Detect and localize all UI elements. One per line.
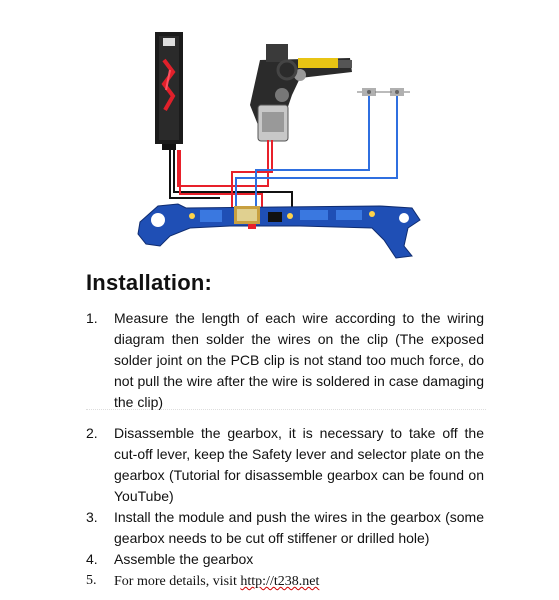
step-item (86, 570, 484, 592)
step-text: Install the module and push the wires in the gearbox (some gearbox needs to be cut off stiffener or drilled hole) (114, 509, 484, 546)
wires (170, 92, 410, 208)
step-text: Disassemble the gearbox, it is necessary to take off the cut-off lever, keep the Safety lever and selector plate on the gearbox (Tutorial for disassemble gearbox can be found on YouTube) (114, 425, 484, 504)
step-text: Measure the length of each wire according to the wiring diagram then solder the wires on the clip (The exposed solder joint on the PCB clip is not stand too much force, do not pull the wire after the wire is soldered in case damaging the clip) (114, 310, 484, 410)
step-text-prefix: For more details, visit (114, 574, 241, 589)
gearbox-motor (250, 44, 352, 141)
wiring-diagram (0, 0, 559, 270)
pcb-board (138, 204, 420, 258)
step-number: 2. (86, 425, 98, 441)
step-item (86, 507, 484, 549)
installation-steps (86, 308, 484, 592)
step-item (86, 549, 484, 570)
step-text: Assemble the gearbox (114, 551, 254, 567)
battery-pack (155, 32, 183, 150)
step-item (86, 423, 484, 507)
installation-heading: Installation: (86, 270, 213, 295)
step-text (114, 574, 319, 589)
step-number: 3. (86, 509, 98, 525)
step-number: 4. (86, 551, 98, 567)
step-number: 5. (86, 573, 97, 588)
step-number: 1. (86, 310, 98, 326)
step-item (86, 308, 484, 413)
website-link[interactable]: http://t238.net (240, 574, 320, 589)
